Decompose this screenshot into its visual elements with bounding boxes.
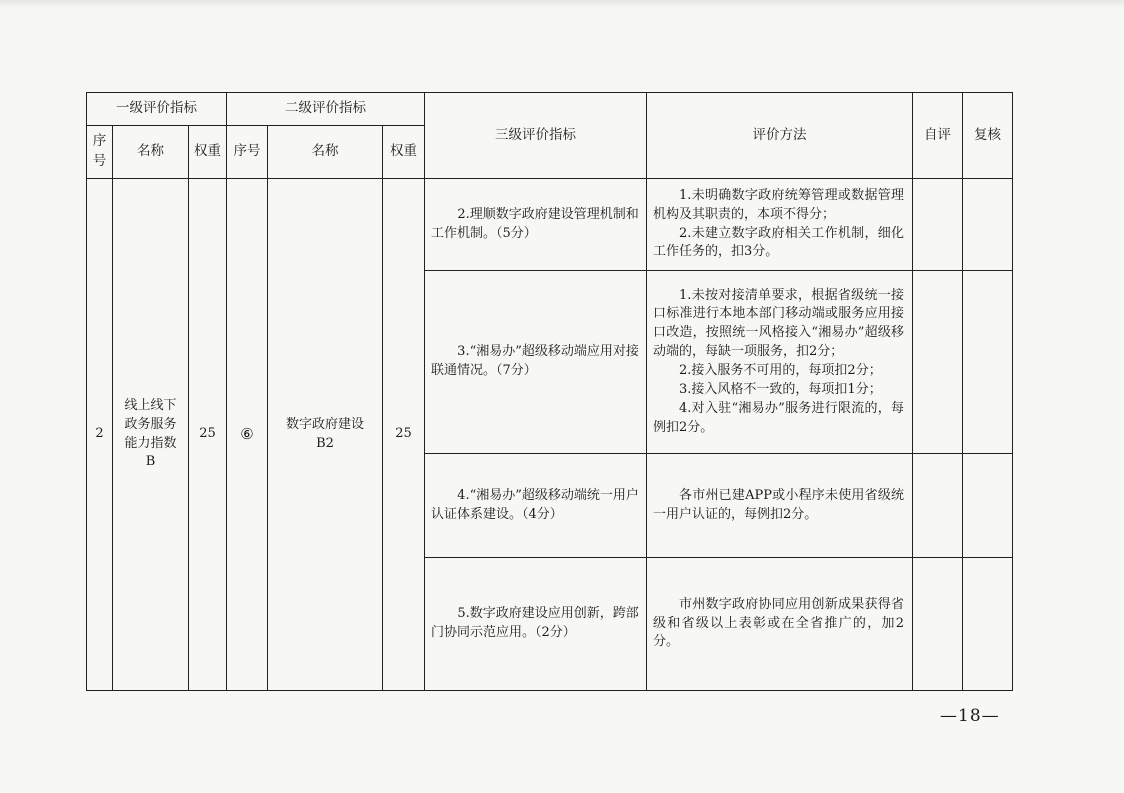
level3-indicator-cell: 5.数字政府建设应用创新，跨部门协同示范应用。（2分） xyxy=(425,558,647,691)
level1-weight-cell: 25 xyxy=(189,179,227,691)
method-item: 各市州已建APP或小程序未使用省级统一用户认证的，每例扣2分。 xyxy=(653,487,905,522)
level1-name-header: 名称 xyxy=(113,126,189,179)
method-item: 2.接入服务不可用的，每项扣2分； xyxy=(679,363,882,378)
level3-indicator-header: 三级评价指标 xyxy=(425,93,647,179)
self-evaluation-cell xyxy=(913,179,963,271)
evaluation-method-cell xyxy=(647,179,913,271)
header-row-1 xyxy=(87,93,1013,126)
level1-name-line: B xyxy=(145,454,156,470)
method-item: 1.未按对接清单要求，根据省级统一接口标准进行本地本部门移动端或服务应用接口改造，按照统一风格接入“湘易办”超级移动端的，每缺一项服务，扣2分； xyxy=(653,287,905,360)
method-item: 3.接入风格不一致的，每项扣1分； xyxy=(679,381,882,397)
table-row xyxy=(87,179,1013,271)
level3-indicator-cell: 3.“湘易办”超级移动端应用对接联通情况。（7分） xyxy=(425,271,647,454)
level1-seq-header xyxy=(87,126,113,179)
page-number: —18— xyxy=(940,706,1000,726)
evaluation-table xyxy=(86,92,1013,691)
level1-name-line: 政务服务 xyxy=(124,416,177,432)
self-evaluation-cell xyxy=(913,454,963,558)
page-edge-shadow xyxy=(0,0,1124,8)
level2-name-line: B2 xyxy=(316,435,334,451)
level2-seq-cell: ⑥ xyxy=(227,179,268,691)
level2-indicator-header: 二级评价指标 xyxy=(227,93,425,126)
level1-name-cell xyxy=(113,179,189,691)
level2-name-header: 名称 xyxy=(268,126,383,179)
evaluation-method-cell xyxy=(647,454,913,558)
level2-name-line: 数字政府建设 xyxy=(286,416,365,432)
evaluation-method-cell xyxy=(647,271,913,454)
self-evaluation-cell xyxy=(913,271,963,454)
level2-name-cell xyxy=(268,179,383,691)
level1-weight-header: 权重 xyxy=(189,126,227,179)
self-evaluation-header: 自评 xyxy=(913,93,963,179)
level2-weight-cell: 25 xyxy=(383,179,425,691)
evaluation-method-cell xyxy=(647,558,913,691)
level1-name-line: 能力指数 xyxy=(124,435,177,451)
method-item: 4.对入驻“湘易办”服务进行限流的，每例扣2分。 xyxy=(653,400,905,435)
self-evaluation-cell xyxy=(913,558,963,691)
evaluation-method-header: 评价方法 xyxy=(647,93,913,179)
review-header: 复核 xyxy=(963,93,1013,179)
review-cell xyxy=(963,454,1013,558)
level1-indicator-header: 一级评价指标 xyxy=(87,93,227,126)
seq-header-line1: 序 xyxy=(92,133,107,150)
review-cell xyxy=(963,179,1013,271)
method-item: 1.未明确数字政府统筹管理或数据管理机构及其职责的，本项不得分； xyxy=(653,187,905,222)
review-cell xyxy=(963,558,1013,691)
review-cell xyxy=(963,271,1013,454)
seq-header-line2: 号 xyxy=(92,153,107,169)
method-item: 市州数字政府协同应用创新成果获得省级和省级以上表彰或在全省推广的，加2分。 xyxy=(653,596,905,650)
level2-weight-header: 权重 xyxy=(383,126,425,179)
level3-indicator-cell: 2.理顺数字政府建设管理机制和工作机制。（5分） xyxy=(425,179,647,271)
level3-indicator-cell: 4.“湘易办”超级移动端统一用户认证体系建设。（4分） xyxy=(425,454,647,558)
level1-name-line: 线上线下 xyxy=(124,397,177,413)
level1-seq-cell: 2 xyxy=(87,179,113,691)
level2-seq-header: 序号 xyxy=(227,126,268,179)
method-item: 2.未建立数字政府相关工作机制，细化工作任务的，扣3分。 xyxy=(653,225,905,260)
